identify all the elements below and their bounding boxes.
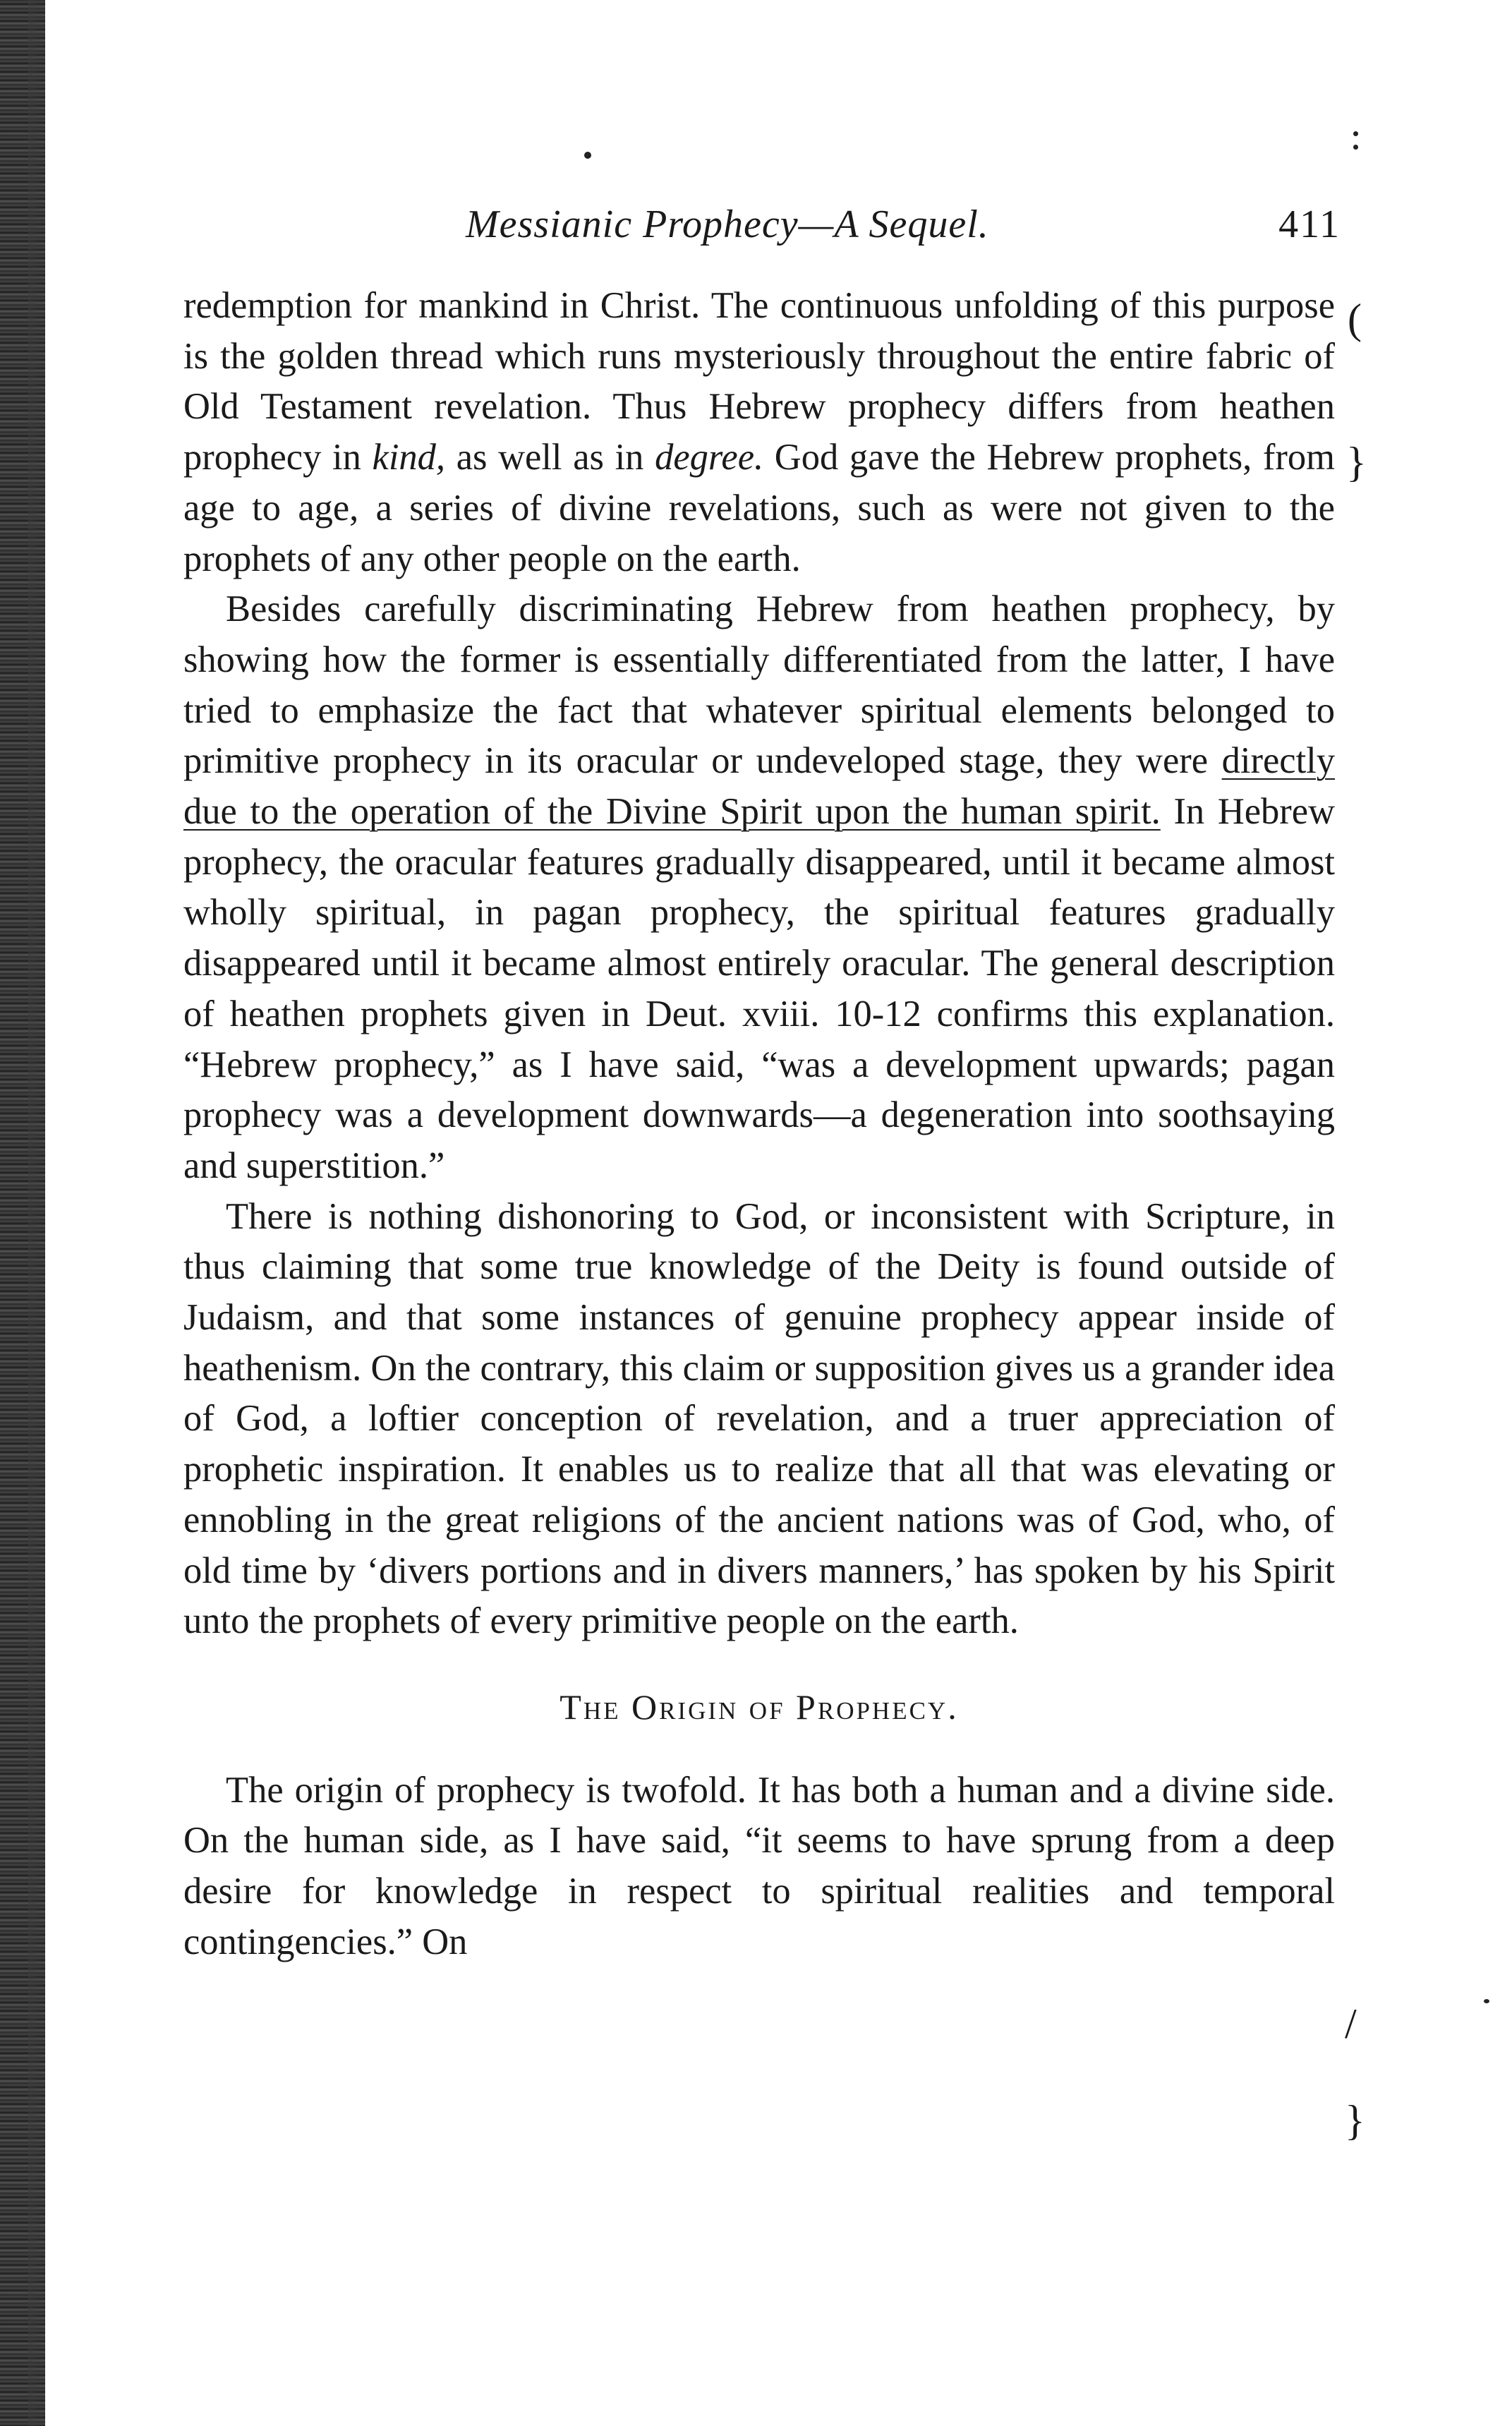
paragraph-3: There is nothing dishonoring to God, or inconsistent with Scripture, in thus claiming that some true knowledge of the Deity is found outside of Judaism, and that some instances of genuine prophecy appear inside of heathenism. On the contrary, this claim or supposition gives us a grander idea of God, a loftier conception of revelation, and a truer appreciation of prophetic inspiration. It enables us to realize that all that was elevating or ennobling in the great religions of the ancient nations was of God, who, of old time by ‘divers portions and in divers manners,’ has spoken by his Spirit unto the prophets of every primitive people on the earth. [183,1195,1335,1642]
margin-bracket-mark: ( [1348,296,1362,342]
paragraph-text: Besides carefully discriminating Hebrew from heathen prophecy, by showing how the former is essentially differentiated from the latter, I have tried to emphasize the fact that whatever spiritual elements belonged to primitive prophecy in its oracular or undeveloped stage, they were [183,589,1335,782]
underlined-text: directly due to the operation of the Divine Spirit upon the human spirit. [183,740,1335,833]
paragraph-text: God gave the Hebrew prophets, from age to age, a series of divine revelations, such as were not given to the prophets of any other people on the earth. [183,437,1335,579]
margin-bracket-mark: } [1346,439,1367,485]
paragraph-text: as well as in [445,437,655,478]
paragraph-2 [183,584,1335,1191]
margin-bracket-mark: } [1345,2097,1365,2144]
ink-speck [1353,145,1358,150]
paragraph-4: The origin of prophecy is twofold. It has both a human and a divine side. On the human side, as I have said, “it seems to have sprung from a deep desire for knowledge in respect to spiritual realities and temporal contingencies.” On [183,1769,1335,1962]
paragraph-text: redemption for mankind in Christ. The continuous unfolding of this purpose is the golden thread which runs mysteriously throughout the entire fabric of Old Testament revelation. Thus Hebrew prophecy differs from heathen prophecy in [183,285,1335,478]
ink-speck [1353,131,1358,136]
section-heading: The Origin of Prophecy. [560,1686,959,1727]
running-title: Messianic Prophecy—A Sequel. [466,203,989,246]
emphasis-text: degree. [655,437,764,478]
paragraph-text: In Hebrew prophecy, the oracular features gradually disappeared, until it became almost wholly spiritual, in pagan prophecy, the spiritual features gradually disappeared until it became almost entirely oracular. The general description of heathen prophets given in Deut. xviii. 10-12 confirms this explanation. “Hebrew prophecy,” as I have said, “was a development upwards; pagan prophecy was a development downwards—a degeneration into soothsaying and superstition.” [183,791,1335,1186]
emphasis-text: kind, [372,437,446,478]
ink-speck [584,152,591,159]
margin-bracket-mark: / [1345,2000,1357,2047]
paragraph-1 [183,281,1335,584]
body-text [183,281,1335,1968]
page-number: 411 [1278,203,1341,246]
page-header [183,202,1341,258]
ink-speck [1484,1999,1489,2003]
page-binding-edge [0,0,45,2426]
